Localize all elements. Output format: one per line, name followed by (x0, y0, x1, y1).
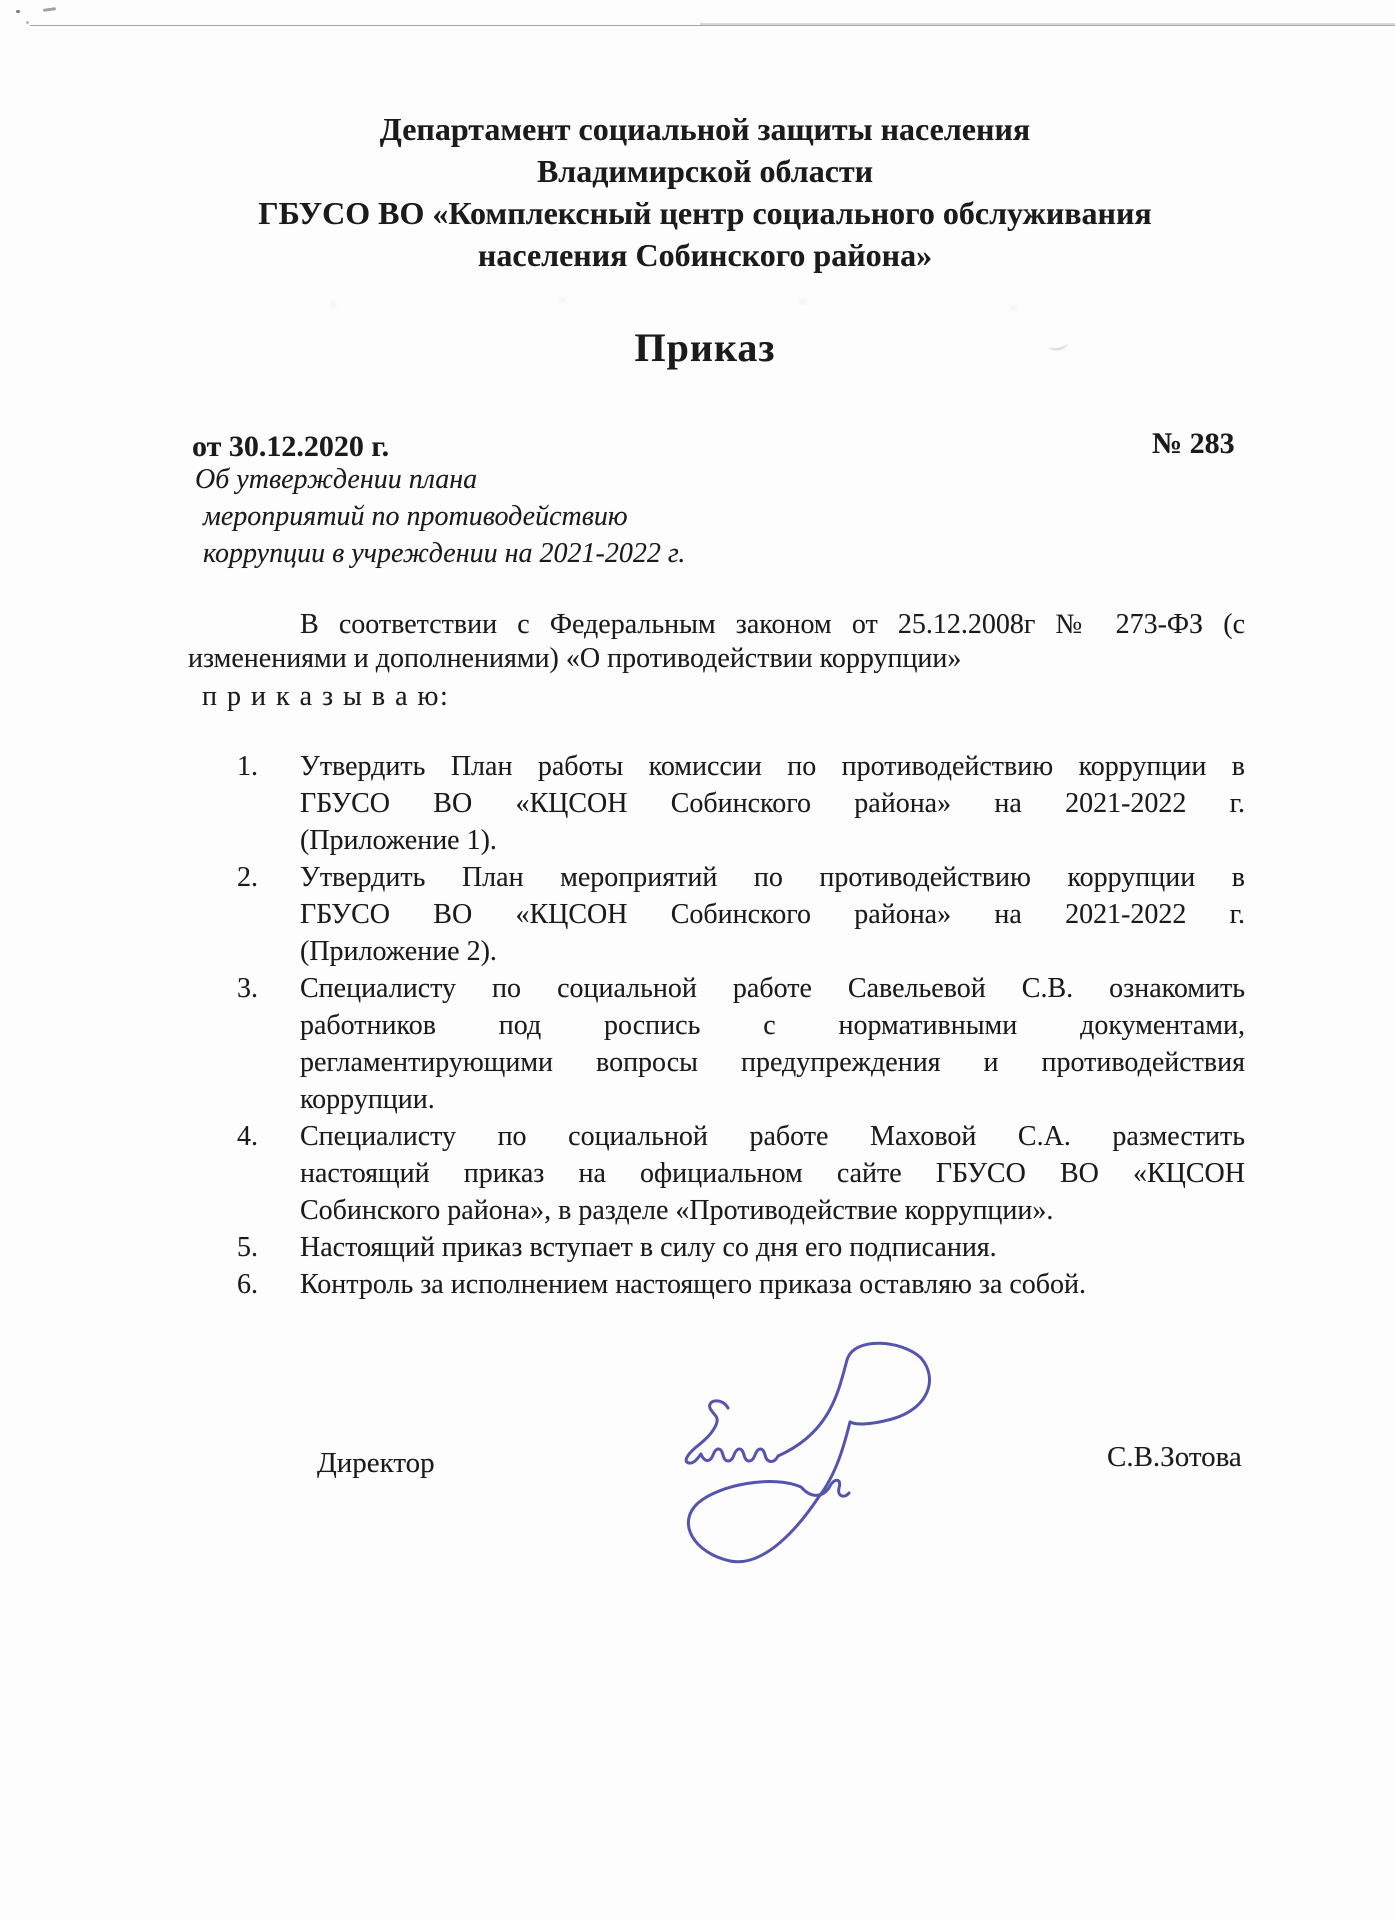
order-item-number: 3. (237, 973, 258, 1004)
letterhead-line: Владимирской области (536, 153, 874, 189)
scan-ghost-mark (560, 298, 566, 302)
subject-line: коррупции в учреждении на 2021-2022 г. (203, 538, 686, 569)
order-item-line: ГБУСО ВО «КЦСОН Собинского района» на 2021-2022 г. (300, 899, 1245, 930)
scan-ghost-mark (800, 300, 806, 304)
scan-line-artifact (30, 25, 1395, 26)
intro-line: В соответствии с Федеральным законом от 25.12.2008г № 273-ФЗ (с (300, 609, 1245, 640)
scan-ghost-mark (1010, 306, 1016, 310)
order-item-number: 5. (237, 1232, 258, 1263)
order-item-line: Утвердить План работы комиссии по противодействию коррупции в (300, 751, 1245, 782)
order-item-number: 1. (237, 751, 258, 782)
order-item-line: Специалисту по социальной работе Савельевой С.В. ознакомить (300, 973, 1245, 1004)
order-item-line: (Приложение 2). (300, 936, 497, 967)
scan-line-artifact (700, 23, 1395, 25)
signature-ink (640, 1338, 960, 1608)
order-item-number: 4. (237, 1121, 258, 1152)
order-number: № 283 (1152, 427, 1235, 460)
order-item-line: Специалисту по социальной работе Маховой С.А. разместить (300, 1121, 1245, 1152)
signature-role: Директор (317, 1447, 435, 1479)
letterhead-line: Департамент социальной защиты населения (379, 111, 1031, 147)
order-item-number: 2. (237, 862, 258, 893)
order-item-line: Настоящий приказ вступает в силу со дня его подписания. (300, 1232, 997, 1263)
order-item-line: Контроль за исполнением настоящего приказа оставляю за собой. (300, 1269, 1087, 1300)
order-date: от 30.12.2020 г. (192, 430, 390, 463)
order-item-number: 6. (237, 1269, 258, 1300)
scan-ghost-mark (330, 303, 336, 307)
order-item-line: регламентирующими вопросы предупреждения и противодействия (300, 1047, 1245, 1078)
order-item-line: ГБУСО ВО «КЦСОН Собинского района» на 2021-2022 г. (300, 788, 1245, 819)
subject-line: Об утверждении плана (195, 464, 478, 495)
scan-speck (16, 10, 20, 13)
letterhead-line: населения Собинского района» (477, 237, 933, 273)
order-item-line: работников под роспись с нормативными документами, (300, 1010, 1245, 1041)
order-item-line: (Приложение 1). (300, 825, 497, 856)
intro-line: п р и к а з ы в а ю: (202, 681, 450, 712)
order-title: Приказ (634, 325, 776, 370)
scan-speck (43, 7, 56, 12)
signature-name: С.В.Зотова (1107, 1441, 1242, 1473)
order-item-line: коррупции. (300, 1084, 435, 1115)
scan-speck (26, 21, 29, 24)
order-item-line: Утвердить План мероприятий по противодействию коррупции в (300, 862, 1245, 893)
subject-line: мероприятий по противодействию (203, 501, 628, 532)
letterhead-line: ГБУСО ВО «Комплексный центр социального обслуживания (258, 195, 1152, 231)
intro-line: изменениями и дополнениями) «О противодействии коррупции» (188, 643, 962, 674)
order-item-line: настоящий приказ на официальном сайте ГБУСО ВО «КЦСОН (300, 1158, 1245, 1189)
order-item-line: Собинского района», в разделе «Противодействие коррупции». (300, 1195, 1054, 1226)
